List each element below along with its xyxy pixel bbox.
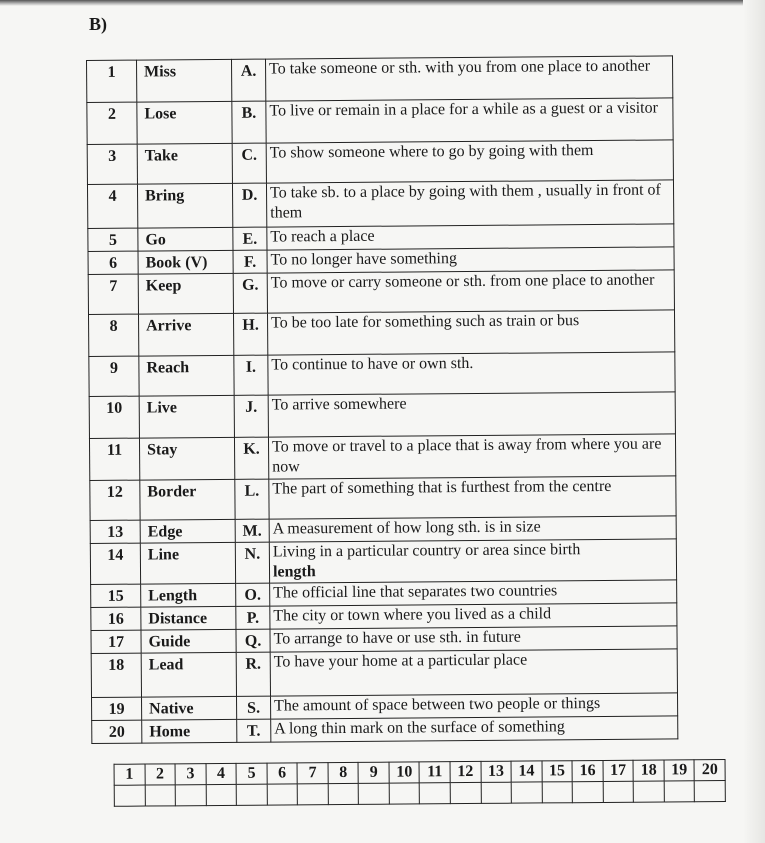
definition-main: To move or travel to a place that is away from where you are now [271, 435, 662, 476]
answer-blank-cell[interactable] [664, 781, 695, 802]
answer-grid-number: 20 [694, 760, 725, 781]
answer-blank-cell[interactable] [267, 784, 298, 805]
answer-grid-number: 8 [328, 762, 359, 783]
vocabulary-matching-table [86, 55, 678, 744]
definition-letter: O. [236, 583, 270, 606]
row-number: 11 [89, 438, 139, 480]
row-number: 1 [87, 60, 137, 102]
row-number: 9 [89, 356, 139, 396]
definition-text [265, 56, 672, 101]
answer-grid-number: 4 [206, 763, 237, 784]
vocab-word: Distance [141, 606, 236, 630]
definition-letter: A. [231, 59, 265, 101]
definition-text [270, 649, 677, 696]
definition-main: A long thin mark on the surface of something [274, 718, 565, 738]
table-row [88, 310, 674, 357]
definition-letter: L. [235, 479, 269, 519]
answer-blank-cell[interactable] [206, 784, 237, 805]
table-row [87, 140, 673, 185]
vocab-word: Lead [141, 652, 236, 697]
definition-extra: length [272, 563, 316, 581]
row-number: 12 [90, 480, 140, 520]
answer-blank-cell[interactable] [389, 783, 420, 804]
answer-grid-number: 16 [572, 760, 603, 781]
vocab-word: Lose [137, 101, 232, 144]
answer-grid-number: 14 [511, 761, 542, 782]
vocab-word: Native [142, 696, 237, 720]
definition-letter: P. [236, 606, 270, 629]
answer-blank-cell[interactable] [633, 781, 664, 802]
answer-grid-number: 17 [603, 760, 634, 781]
definition-letter: M. [235, 519, 269, 542]
definition-text [267, 310, 674, 355]
definition-text [269, 476, 676, 519]
vocab-word: Guide [141, 629, 236, 653]
definition-text [268, 434, 675, 479]
definition-main: A measurement of how long sth. is in size [272, 518, 541, 538]
answer-blank-cell[interactable] [175, 785, 206, 806]
answer-blank-cell[interactable] [328, 783, 359, 804]
table-row [91, 649, 677, 698]
definition-letter: I. [234, 355, 268, 395]
definition-main: To show someone where to go by going with them [269, 142, 594, 162]
definition-main: To take someone or sth. with you from one place to another [269, 57, 651, 78]
definition-letter: E. [233, 227, 267, 250]
definition-main: To arrive somewhere [271, 395, 407, 414]
answer-grid-number: 3 [175, 764, 206, 785]
answer-blank-cell[interactable] [511, 782, 542, 803]
definition-text [269, 539, 676, 583]
section-label: B) [89, 14, 107, 34]
definition-text [268, 392, 675, 437]
definition-letter: B. [232, 101, 266, 143]
vocab-word: Arrive [138, 313, 233, 356]
answer-blank-cell[interactable] [420, 783, 451, 804]
definition-text [266, 140, 673, 183]
vocab-word: Live [139, 395, 234, 438]
table-row [89, 352, 675, 397]
definition-main: To take sb. to a place by going with them , usually in front of them [269, 181, 661, 222]
worksheet [86, 55, 718, 783]
definition-text [270, 603, 677, 629]
answer-grid-number: 11 [419, 762, 450, 783]
row-number: 18 [91, 653, 141, 697]
answer-grid [114, 759, 726, 807]
vocab-word: Reach [139, 355, 234, 396]
table-row [87, 56, 673, 103]
row-number: 8 [88, 314, 138, 356]
answer-blank-cell[interactable] [572, 781, 603, 802]
row-number: 19 [92, 697, 142, 720]
row-number: 7 [88, 274, 138, 314]
vocab-word: Go [138, 227, 233, 251]
row-number: 10 [89, 396, 139, 438]
definition-main: To move or carry someone or sth. from one place to another [270, 271, 655, 292]
page-top-edge [0, 0, 765, 6]
table-row [90, 539, 676, 585]
definition-main: To be too late for something such as train or bus [271, 312, 580, 332]
table-row [88, 270, 674, 315]
definition-main: The part of something that is furthest from the centre [272, 477, 612, 498]
definition-letter: N. [235, 542, 269, 583]
answer-grid-number: 18 [633, 760, 664, 781]
answer-grid-number: 6 [267, 763, 298, 784]
answer-grid-number: 5 [236, 763, 267, 784]
definition-main: To reach a place [270, 227, 375, 246]
answer-blank-cell[interactable] [359, 783, 390, 804]
row-number: 4 [87, 184, 137, 228]
answer-grid-number: 13 [481, 761, 512, 782]
vocab-word: Edge [140, 519, 235, 543]
definition-main: To live or remain in a place for a while as a guest or a visitor [269, 99, 658, 120]
definition-letter: T. [237, 719, 271, 742]
vocab-word: Book (V) [138, 250, 233, 274]
row-number: 17 [91, 630, 141, 653]
answer-grid-number: 12 [450, 761, 481, 782]
definition-text [268, 352, 675, 395]
answer-blank-cell[interactable] [542, 782, 573, 803]
definition-text [269, 516, 676, 542]
answer-blank-cell[interactable] [481, 782, 512, 803]
table-row [87, 180, 673, 229]
answer-blank-cell[interactable] [603, 781, 634, 802]
answer-grid-number: 9 [358, 762, 389, 783]
definition-text [267, 224, 674, 250]
vocab-word: Length [141, 583, 236, 607]
definition-main: The city or town where you lived as a child [273, 605, 552, 625]
definition-letter: F. [233, 250, 267, 273]
definition-letter: K. [234, 437, 268, 479]
definition-letter: Q. [236, 629, 270, 652]
vocab-word: Keep [138, 273, 233, 314]
definition-letter: S. [237, 696, 271, 719]
row-number: 16 [91, 607, 141, 630]
vocab-word: Border [140, 479, 235, 520]
row-number: 20 [92, 720, 142, 743]
definition-main: Living in a particular country or area since birth [272, 541, 581, 561]
answer-grid-number: 19 [664, 760, 695, 781]
definition-letter: C. [232, 143, 266, 183]
answer-grid-number: 10 [389, 762, 420, 783]
row-number: 2 [87, 102, 137, 144]
answer-grid-number: 7 [297, 763, 328, 784]
definition-main: To arrange to have or use sth. in future [273, 628, 521, 648]
table-row [89, 392, 675, 439]
table-row [89, 434, 675, 481]
definition-main: To no longer have something [270, 250, 458, 269]
row-number: 15 [91, 584, 141, 607]
definition-text [270, 626, 677, 652]
definition-text [267, 247, 674, 273]
definition-text [271, 716, 678, 742]
definition-letter: R. [236, 652, 270, 696]
row-number: 6 [88, 251, 138, 274]
vocab-word: Stay [139, 437, 234, 480]
definition-letter: G. [233, 273, 267, 313]
definition-text [267, 270, 674, 313]
vocab-word: Line [140, 542, 235, 584]
answer-grid-number: 1 [114, 764, 145, 785]
vocab-word: Home [142, 719, 237, 743]
table-row [87, 98, 673, 145]
definition-letter: D. [232, 183, 266, 227]
answer-blank-cell[interactable] [236, 784, 267, 805]
definition-main: The official line that separates two countries [273, 582, 558, 602]
answer-blank-cell[interactable] [450, 782, 481, 803]
vocab-word: Take [137, 143, 232, 184]
definition-text [266, 180, 673, 227]
definition-main: To have your home at a particular place [273, 651, 528, 671]
definition-text [271, 693, 678, 719]
definition-letter: J. [234, 395, 268, 437]
row-number: 3 [87, 144, 137, 184]
definition-text [266, 98, 673, 143]
table-row [92, 716, 678, 744]
row-number: 13 [90, 520, 140, 543]
answer-blank-cell[interactable] [114, 785, 145, 806]
vocab-word: Miss [137, 59, 232, 102]
vocab-word: Bring [137, 183, 232, 228]
definition-text [270, 580, 677, 606]
table-row [90, 476, 676, 521]
page-right-edge [743, 0, 765, 843]
definition-main: The amount of space between two people or things [274, 694, 601, 715]
answer-blank-cell[interactable] [297, 784, 328, 805]
definition-main: To continue to have or own sth. [271, 354, 474, 374]
answer-blank-cell[interactable] [145, 785, 176, 806]
row-number: 14 [90, 543, 140, 584]
answer-blank-cell[interactable] [695, 781, 726, 802]
definition-letter: H. [233, 313, 267, 355]
row-number: 5 [88, 228, 138, 251]
answer-grid-number: 15 [542, 761, 573, 782]
answer-grid-number: 2 [145, 764, 176, 785]
answer-grid-blank-row [114, 781, 725, 807]
